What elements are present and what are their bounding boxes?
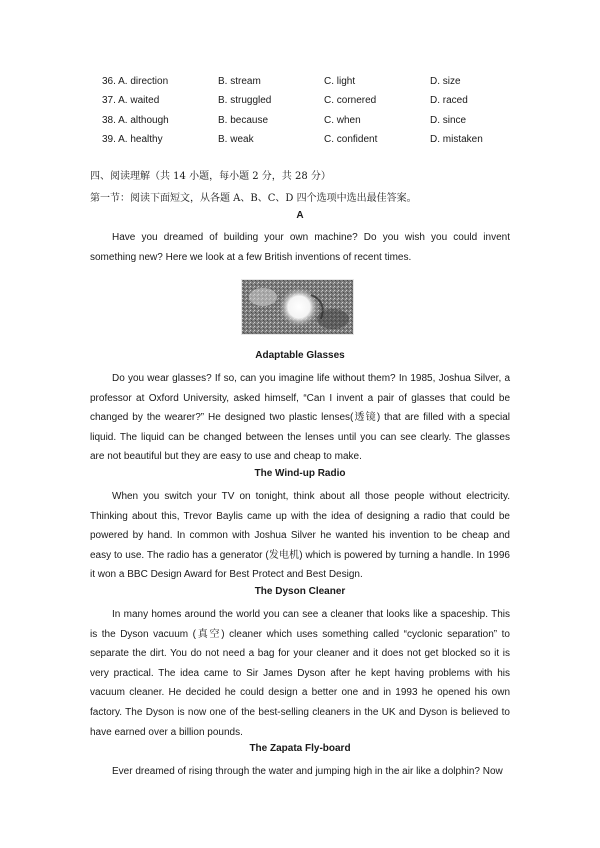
article-title: The Zapata Fly-board	[249, 743, 351, 754]
option-row	[102, 72, 522, 91]
article-title: Adaptable Glasses	[255, 350, 345, 361]
intro-paragraph	[90, 228, 510, 267]
option-c: C. confident	[324, 134, 378, 146]
article-title: The Wind-up Radio	[254, 468, 346, 479]
section-heading: 四、阅读理解（共 14 小题，每小题 2 分，共 28 分）	[90, 171, 331, 182]
article-text: Do you wear glasses? If so, can you imagine life without them? In 1985, Joshua Silver, a professor at Oxford University, asked himself, “Can I invent a pair of glasses that could be changed by the wearer?” He designed two plastic lenses(透镜) that are filled with a special liquid. The liquid can be changed between the lenses until you can see clearly. The glasses are not beautiful but they are easy to use and cheap to make.	[90, 373, 510, 463]
article-body	[90, 762, 510, 782]
option-a: 37. A. waited	[102, 95, 160, 107]
option-a: 39. A. healthy	[102, 134, 163, 146]
option-c: C. when	[324, 114, 361, 126]
intro-text: Have you dreamed of building your own machine? Do you wish you could invent something new? Here we look at a few British inventions of recent times.	[90, 232, 510, 263]
passage-photo	[241, 279, 354, 335]
article-body	[90, 487, 510, 585]
option-d: D. size	[430, 76, 461, 87]
section-instruction: 第一节：阅读下面短文，从各题 A、B、C、D 四个选项中选出最佳答案。	[90, 193, 417, 204]
article-title: The Dyson Cleaner	[254, 586, 346, 597]
option-b: B. struggled	[218, 95, 272, 107]
option-d: D. mistaken	[430, 134, 483, 146]
answer-options-table	[102, 72, 522, 150]
article-body	[90, 369, 510, 467]
option-row	[102, 111, 522, 130]
glasses-photo-image	[241, 279, 354, 335]
option-b: B. because	[218, 114, 269, 126]
article-text: In many homes around the world you can see a cleaner that looks like a spaceship. This is the Dyson vacuum (真空) cleaner which uses something called “cyclonic separation” to separate the dirt. You do not need a bag for your cleaner and it does not get blocked so it is very practical. The idea came to Sir James Dyson after he kept having problems with his vacuum cleaner. He decided he could design a better one and in 1993 he opened his own factory. The Dyson is now one of the best-selling cleaners in the UK and Dyson is believed to have earned over a billion pounds.	[90, 609, 510, 738]
article-text: When you switch your TV on tonight, think about all those people without electricity. Thinking about this, Trevor Baylis came up with the idea of designing a radio that could be powered by hand. In common with Joshua Silver he wanted his invention to be cheap and easy to use. The radio has a generator (发电机) which is powered by turning a handle. In 1996 it won a BBC Design Award for Best Protect and Best Design.	[90, 491, 510, 581]
article-body	[90, 605, 510, 742]
option-row	[102, 91, 522, 110]
passage-label: A	[296, 210, 304, 221]
option-d: D. raced	[430, 95, 468, 107]
article-text: Ever dreamed of rising through the water and jumping high in the air like a dolphin? Now	[112, 766, 503, 777]
option-a: 38. A. although	[102, 114, 169, 126]
option-c: C. light	[324, 76, 356, 87]
option-d: D. since	[430, 114, 467, 126]
option-c: C. cornered	[324, 95, 377, 107]
option-b: B. stream	[218, 76, 261, 87]
option-row	[102, 130, 522, 149]
option-a: 36. A. direction	[102, 76, 169, 87]
option-b: B. weak	[218, 134, 254, 146]
